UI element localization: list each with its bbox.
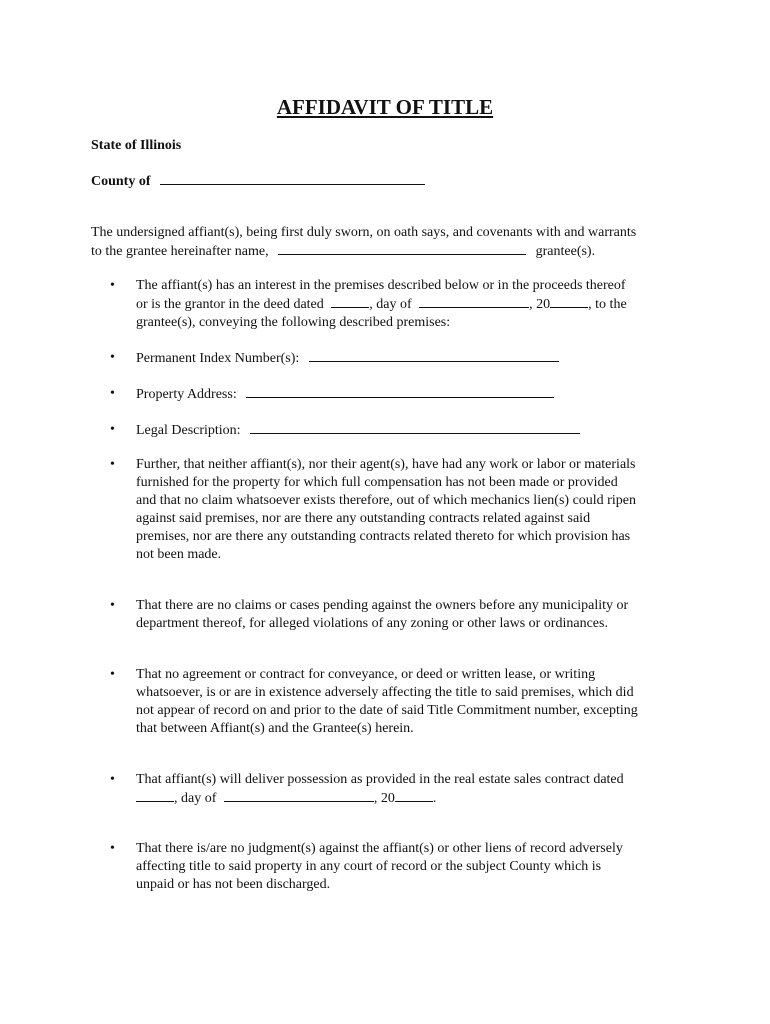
intro-paragraph bbox=[91, 224, 691, 261]
bullet-icon: • bbox=[110, 457, 115, 472]
deed-date-blank[interactable] bbox=[331, 295, 369, 308]
pin-blank[interactable] bbox=[309, 349, 559, 362]
bullet-icon: • bbox=[110, 598, 115, 613]
document-page: AFFIDAVIT OF TITLE State of Illinois County of The undersigned affiant(s), being first duly sworn, on oath says, and covenants with and warrants to the grantee hereinafter name, grantee(s). • The affiant(s) has an interest in the premises described below or in the proceeds thereof or is the grantor in the deed dated , day of , 20 , to the grantee(s), conveying the following described premises: • Permanent Index Number(s): • Property Address: • Legal Description: • Further, that neither affiant(s), nor their agent(s), have had any work or labor or materials furnished for the property for which full compensation has not been made or provided and that no claim whatsoever exists therefore, out of which mechanics lien(s) could ripen against said premises, nor are there any outstanding contracts related against said premises, nor are there any outstanding contracts related thereto for which provision has not been made. • That there are no claims or cases pending against the owners before any municipality or department thereof, for alleged violations of any zoning or other laws or ordinances. • That no agreement or contract for conveyance, or deed or written lease, or writing whatsoever, is or are in existence adversely affecting the title to said premises, which did not appear of record on and prior to the date of said Title Commitment number, excepting that between Affiant(s) and the Grantee(s) herein. • That affiant(s) will deliver possession as provided in the real estate sales contract dated , day of , 20 . • That there is/are no judgment(s) against the affiant(s) or other liens of record adversely affecting title to said property in any court of record or the subject County which is unpaid or has not been discharged. bbox=[0, 0, 770, 1024]
deed-year-blank[interactable] bbox=[550, 295, 588, 308]
bullet-icon: • bbox=[110, 841, 115, 856]
intro-line-1: The undersigned affiant(s), being first duly sworn, on oath says, and covenants with and warrants bbox=[91, 225, 637, 240]
bullet-icon: • bbox=[110, 422, 115, 437]
state-line: State of Illinois bbox=[91, 138, 182, 153]
bullet-icon: • bbox=[110, 386, 115, 401]
bullet-icon: • bbox=[110, 667, 115, 682]
county-line bbox=[91, 172, 425, 190]
contract-date-blank[interactable] bbox=[136, 789, 174, 802]
bullet-icon: • bbox=[110, 772, 115, 787]
intro-line-2: to the grantee hereinafter name, grantee(s). bbox=[91, 244, 596, 259]
legal-description-blank[interactable] bbox=[250, 421, 580, 434]
bullet-icon: • bbox=[110, 278, 115, 293]
bullet-icon: • bbox=[110, 350, 115, 365]
address-blank[interactable] bbox=[246, 385, 554, 398]
contract-month-blank[interactable] bbox=[224, 789, 374, 802]
document-title: AFFIDAVIT OF TITLE bbox=[276, 95, 494, 119]
county-blank[interactable] bbox=[160, 172, 425, 185]
deed-month-blank[interactable] bbox=[419, 295, 529, 308]
contract-year-blank[interactable] bbox=[395, 789, 433, 802]
county-label: County of bbox=[91, 174, 151, 189]
grantee-name-blank[interactable] bbox=[278, 242, 526, 255]
